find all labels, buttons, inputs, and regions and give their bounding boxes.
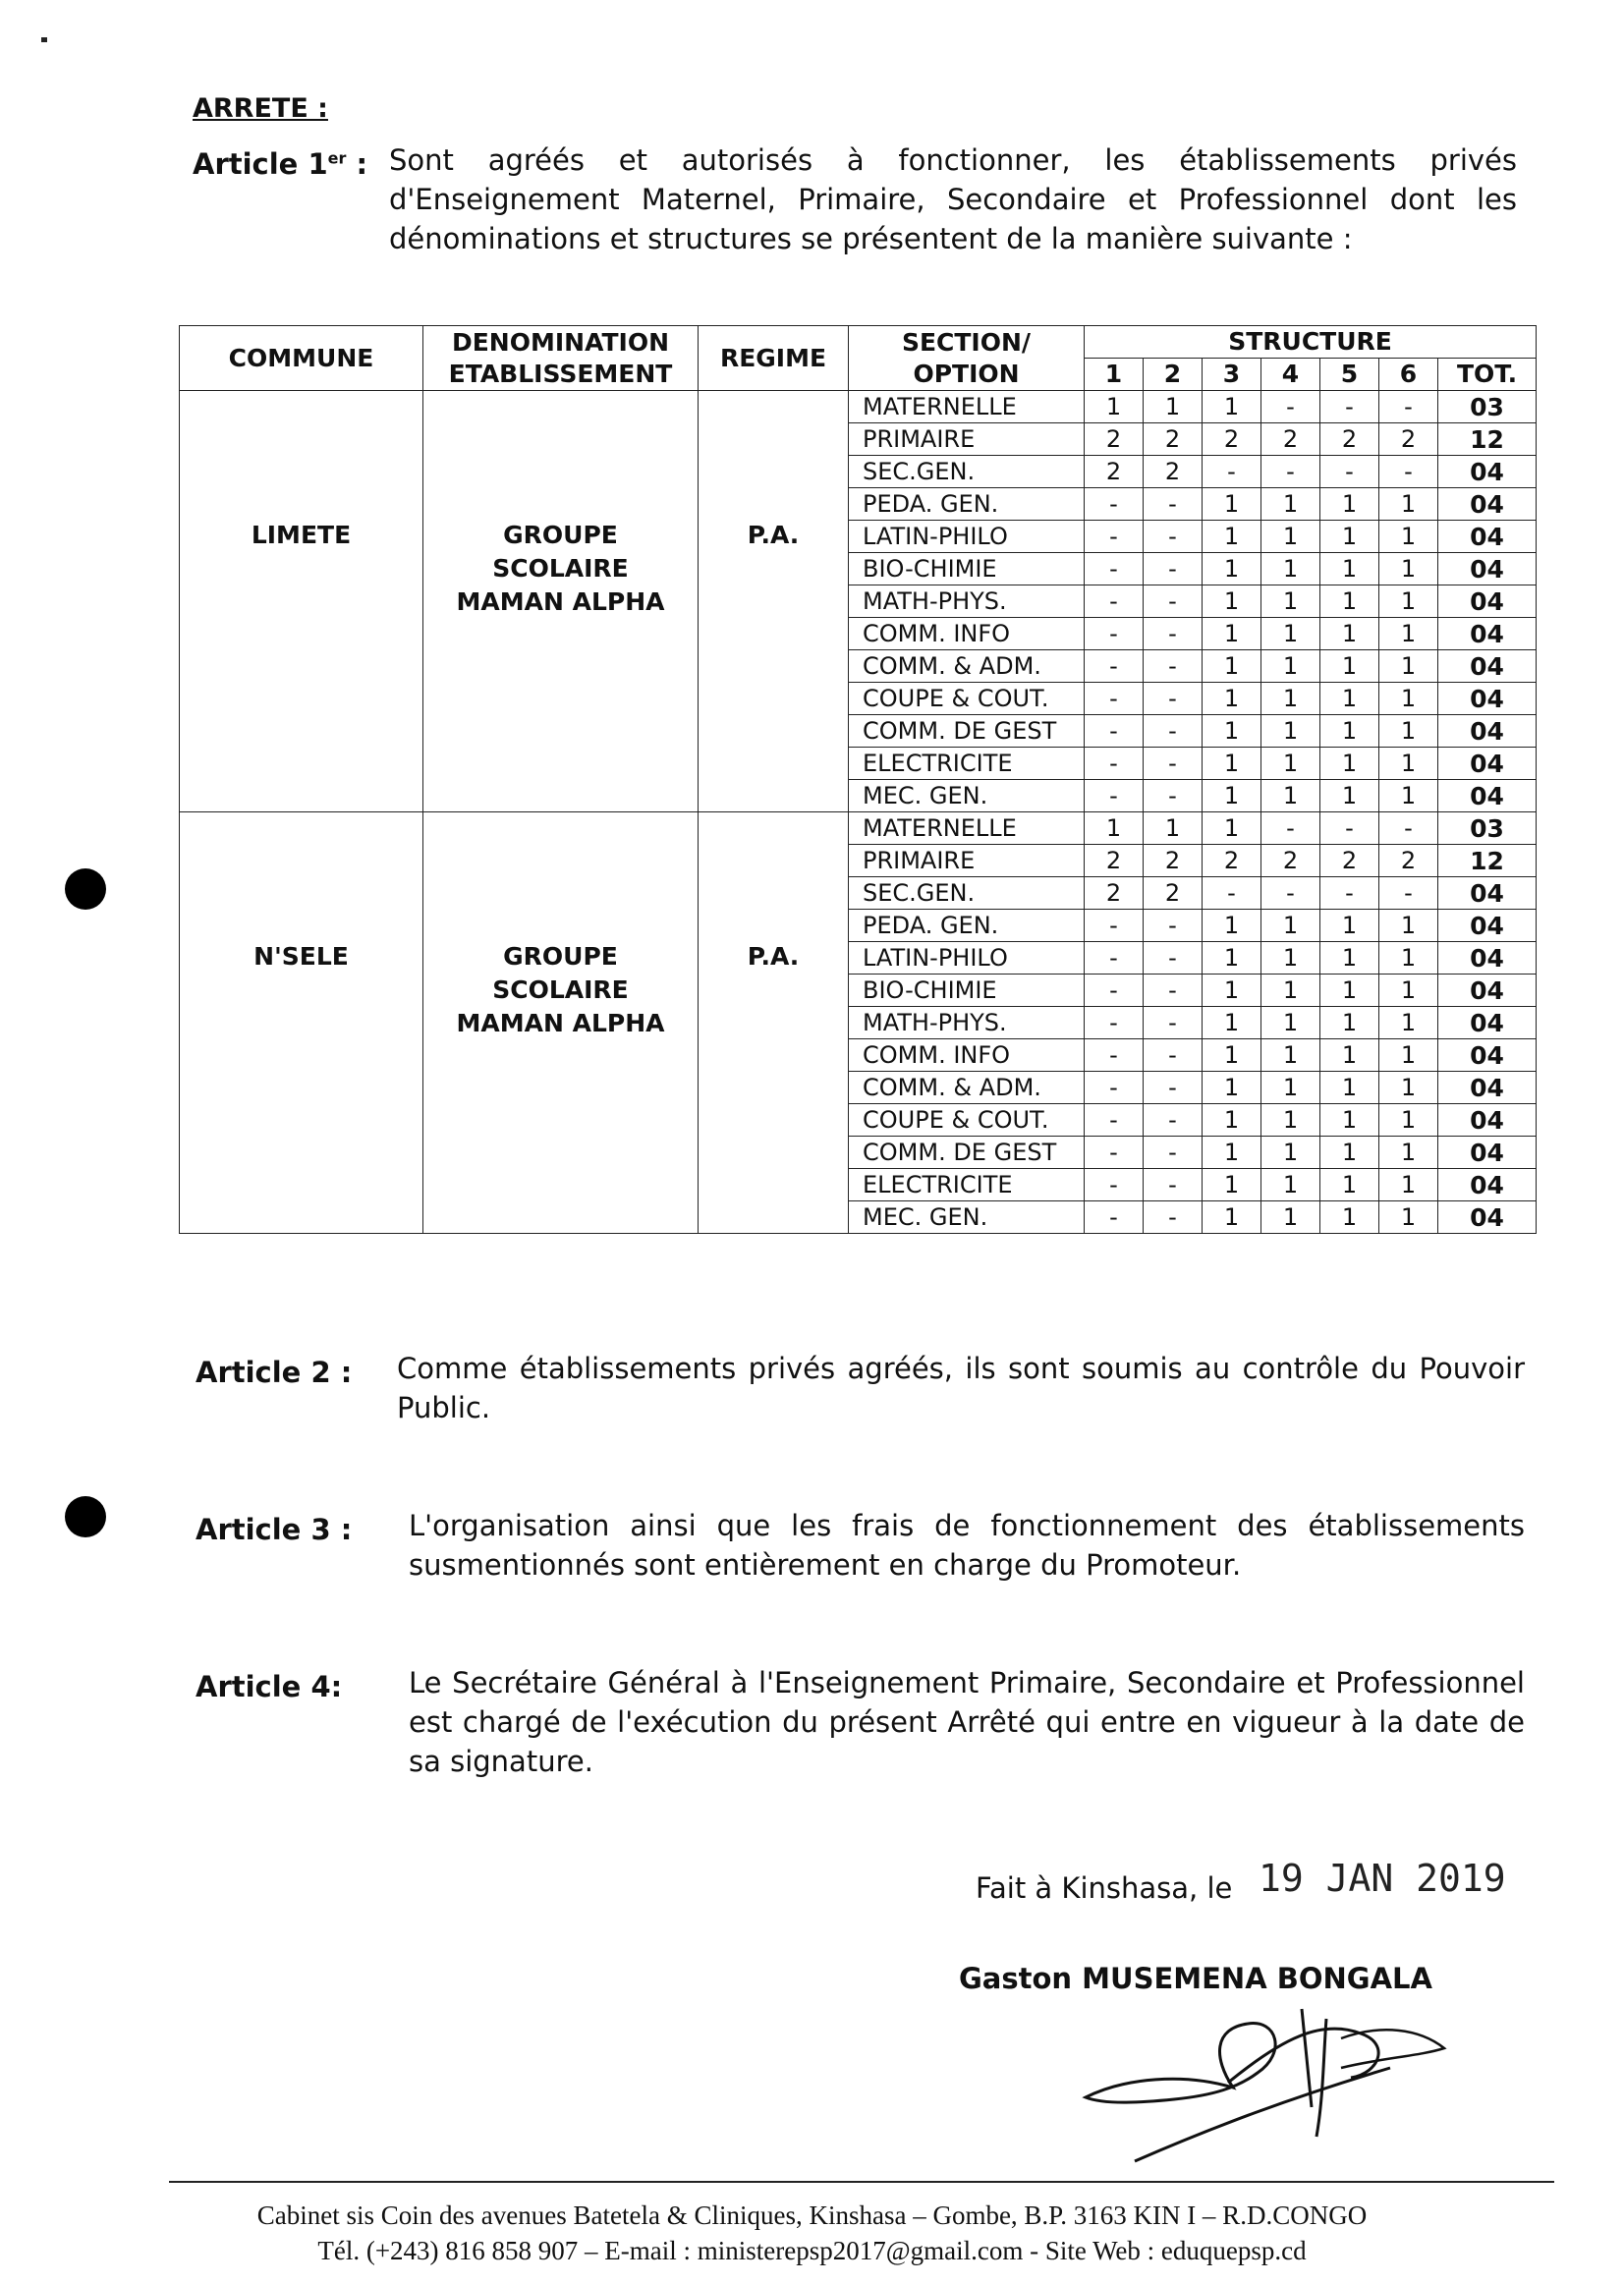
table-row xyxy=(180,391,1537,423)
year-3-cell: 1 xyxy=(1203,488,1261,521)
year-6-cell: 2 xyxy=(1379,845,1438,877)
year-2-cell: - xyxy=(1144,1007,1203,1039)
year-4-cell: 1 xyxy=(1261,683,1320,715)
year-4-cell: 1 xyxy=(1261,521,1320,553)
total-cell: 04 xyxy=(1438,488,1537,521)
commune-cell: N'SELE xyxy=(180,812,423,1234)
year-3-cell: 1 xyxy=(1203,715,1261,748)
year-2-cell: - xyxy=(1144,1201,1203,1234)
year-4-cell: - xyxy=(1261,812,1320,845)
year-2-cell: - xyxy=(1144,650,1203,683)
article-1-label-sup: er xyxy=(327,148,347,168)
section-cell: MATH-PHYS. xyxy=(849,585,1085,618)
year-1-cell: - xyxy=(1085,1201,1144,1234)
year-2-cell: - xyxy=(1144,618,1203,650)
schools-structure-table xyxy=(179,325,1537,1234)
total-cell: 04 xyxy=(1438,553,1537,585)
year-1-cell: 2 xyxy=(1085,877,1144,910)
total-cell: 04 xyxy=(1438,975,1537,1007)
year-1-cell: - xyxy=(1085,1007,1144,1039)
year-5-cell: 1 xyxy=(1320,1072,1379,1104)
year-2-cell: - xyxy=(1144,488,1203,521)
header-denomination-line2: ETABLISSEMENT xyxy=(448,359,673,388)
section-cell: COMM. & ADM. xyxy=(849,650,1085,683)
year-3-cell: 1 xyxy=(1203,1104,1261,1137)
year-3-cell: 1 xyxy=(1203,1169,1261,1201)
year-1-cell: 2 xyxy=(1085,845,1144,877)
year-3-cell: 1 xyxy=(1203,521,1261,553)
year-6-cell: 1 xyxy=(1379,780,1438,812)
section-cell: COMM. INFO xyxy=(849,1039,1085,1072)
article-1-label-colon: : xyxy=(346,147,368,181)
year-3-cell: 1 xyxy=(1203,1201,1261,1234)
denomination-cell xyxy=(423,391,699,812)
total-cell: 03 xyxy=(1438,391,1537,423)
header-year-2: 2 xyxy=(1144,359,1203,391)
total-cell: 03 xyxy=(1438,812,1537,845)
year-3-cell: - xyxy=(1203,877,1261,910)
year-1-cell: - xyxy=(1085,650,1144,683)
year-5-cell: 1 xyxy=(1320,1039,1379,1072)
year-4-cell: 1 xyxy=(1261,488,1320,521)
place-line: Fait à Kinshasa, le xyxy=(976,1871,1233,1905)
article-1-text: Sont agréés et autorisés à fonctionner, les établissements privés d'Enseignement Maternel, Primaire, Secondaire et Professionnel dont les dénominations et structures se présentent de la manière suivante : xyxy=(389,143,1517,255)
header-year-3: 3 xyxy=(1203,359,1261,391)
footer-contact: Tél. (+243) 816 858 907 – E-mail : ministerepsp2017@gmail.com - Site Web : eduquepsp.cd xyxy=(317,2236,1307,2265)
section-cell: COMM. DE GEST xyxy=(849,1137,1085,1169)
year-1-cell: - xyxy=(1085,1169,1144,1201)
year-5-cell: - xyxy=(1320,877,1379,910)
header-denomination-line1: DENOMINATION xyxy=(451,327,670,357)
year-3-cell: 1 xyxy=(1203,683,1261,715)
header-section xyxy=(849,326,1085,391)
year-5-cell: - xyxy=(1320,391,1379,423)
year-1-cell: - xyxy=(1085,910,1144,942)
year-6-cell: - xyxy=(1379,456,1438,488)
year-3-cell: 1 xyxy=(1203,553,1261,585)
year-6-cell: 1 xyxy=(1379,1137,1438,1169)
section-cell: MEC. GEN. xyxy=(849,1201,1085,1234)
year-3-cell: 1 xyxy=(1203,780,1261,812)
year-6-cell: 1 xyxy=(1379,1007,1438,1039)
year-4-cell: 1 xyxy=(1261,618,1320,650)
year-1-cell: - xyxy=(1085,715,1144,748)
section-cell: ELECTRICITE xyxy=(849,1169,1085,1201)
year-4-cell: 1 xyxy=(1261,1072,1320,1104)
year-4-cell: 1 xyxy=(1261,1137,1320,1169)
commune-cell: LIMETE xyxy=(180,391,423,812)
year-5-cell: 2 xyxy=(1320,423,1379,456)
year-6-cell: 1 xyxy=(1379,942,1438,975)
section-cell: SEC.GEN. xyxy=(849,456,1085,488)
section-cell: ELECTRICITE xyxy=(849,748,1085,780)
denomination-line: SCOLAIRE xyxy=(492,554,629,583)
article-4-text: Le Secrétaire Général à l'Enseignement Primaire, Secondaire et Professionnel est chargé de l'exécution du présent Arrêté qui entre en vigueur à la date de sa signature. xyxy=(409,1666,1525,1778)
year-2-cell: - xyxy=(1144,683,1203,715)
denomination-line: MAMAN ALPHA xyxy=(456,587,665,616)
year-2-cell: - xyxy=(1144,975,1203,1007)
table-body xyxy=(180,391,1537,1234)
denomination-line: SCOLAIRE xyxy=(492,975,629,1004)
year-5-cell: 1 xyxy=(1320,715,1379,748)
year-2-cell: 2 xyxy=(1144,845,1203,877)
year-6-cell: 1 xyxy=(1379,1201,1438,1234)
year-2-cell: - xyxy=(1144,1169,1203,1201)
year-1-cell: - xyxy=(1085,1104,1144,1137)
year-5-cell: 1 xyxy=(1320,1201,1379,1234)
total-cell: 12 xyxy=(1438,845,1537,877)
total-cell: 04 xyxy=(1438,618,1537,650)
year-3-cell: 1 xyxy=(1203,812,1261,845)
header-denomination xyxy=(423,326,699,391)
year-6-cell: 1 xyxy=(1379,553,1438,585)
year-1-cell: - xyxy=(1085,975,1144,1007)
year-4-cell: 2 xyxy=(1261,423,1320,456)
year-3-cell: 1 xyxy=(1203,650,1261,683)
article-1-label xyxy=(193,147,367,181)
year-2-cell: - xyxy=(1144,1104,1203,1137)
year-2-cell: 2 xyxy=(1144,877,1203,910)
year-1-cell: - xyxy=(1085,618,1144,650)
year-4-cell: 1 xyxy=(1261,748,1320,780)
header-commune: COMMUNE xyxy=(180,326,423,391)
total-cell: 04 xyxy=(1438,748,1537,780)
table-row xyxy=(180,812,1537,845)
year-1-cell: - xyxy=(1085,1039,1144,1072)
year-4-cell: 1 xyxy=(1261,585,1320,618)
year-1-cell: - xyxy=(1085,553,1144,585)
year-1-cell: 2 xyxy=(1085,456,1144,488)
section-cell: LATIN-PHILO xyxy=(849,942,1085,975)
section-cell: COMM. INFO xyxy=(849,618,1085,650)
year-3-cell: 1 xyxy=(1203,1137,1261,1169)
article-3-text: L'organisation ainsi que les frais de fonctionnement des établissements susmentionnés sont entièrement en charge du Promoteur. xyxy=(409,1509,1525,1582)
year-1-cell: - xyxy=(1085,1137,1144,1169)
total-cell: 04 xyxy=(1438,521,1537,553)
year-5-cell: 1 xyxy=(1320,1137,1379,1169)
year-6-cell: 1 xyxy=(1379,618,1438,650)
punch-hole-mark xyxy=(65,1496,106,1537)
year-6-cell: 1 xyxy=(1379,683,1438,715)
denomination-line: MAMAN ALPHA xyxy=(456,1009,665,1037)
header-year-6: 6 xyxy=(1379,359,1438,391)
year-4-cell: 1 xyxy=(1261,553,1320,585)
year-5-cell: 1 xyxy=(1320,748,1379,780)
year-4-cell: 1 xyxy=(1261,650,1320,683)
year-3-cell: 2 xyxy=(1203,845,1261,877)
section-cell: MATH-PHYS. xyxy=(849,1007,1085,1039)
year-5-cell: 2 xyxy=(1320,845,1379,877)
handwritten-date: 19 JAN 2019 xyxy=(1259,1857,1506,1900)
denomination-line: GROUPE xyxy=(503,521,618,549)
year-4-cell: 2 xyxy=(1261,845,1320,877)
section-cell: PRIMAIRE xyxy=(849,423,1085,456)
section-cell: MATERNELLE xyxy=(849,391,1085,423)
header-year-1: 1 xyxy=(1085,359,1144,391)
year-1-cell: 1 xyxy=(1085,391,1144,423)
signer-name: Gaston MUSEMENA BONGALA xyxy=(959,1962,1432,1995)
section-cell: BIO-CHIMIE xyxy=(849,553,1085,585)
total-cell: 04 xyxy=(1438,1039,1537,1072)
year-2-cell: - xyxy=(1144,1137,1203,1169)
year-2-cell: - xyxy=(1144,521,1203,553)
year-6-cell: 1 xyxy=(1379,910,1438,942)
year-4-cell: 1 xyxy=(1261,1104,1320,1137)
section-cell: COMM. DE GEST xyxy=(849,715,1085,748)
year-5-cell: 1 xyxy=(1320,1169,1379,1201)
year-6-cell: 1 xyxy=(1379,1072,1438,1104)
year-2-cell: - xyxy=(1144,910,1203,942)
year-5-cell: - xyxy=(1320,456,1379,488)
year-3-cell: 1 xyxy=(1203,1007,1261,1039)
year-3-cell: 1 xyxy=(1203,391,1261,423)
year-6-cell: 1 xyxy=(1379,521,1438,553)
year-1-cell: - xyxy=(1085,748,1144,780)
year-6-cell: 1 xyxy=(1379,1039,1438,1072)
handwritten-signature xyxy=(1066,1979,1479,2166)
total-cell: 04 xyxy=(1438,456,1537,488)
footer-divider xyxy=(169,2181,1554,2183)
total-cell: 04 xyxy=(1438,1137,1537,1169)
header-section-line2: OPTION xyxy=(913,359,1020,388)
year-6-cell: 1 xyxy=(1379,748,1438,780)
year-3-cell: 1 xyxy=(1203,1039,1261,1072)
year-5-cell: 1 xyxy=(1320,780,1379,812)
table-header xyxy=(180,326,1537,391)
year-5-cell: 1 xyxy=(1320,683,1379,715)
year-5-cell: - xyxy=(1320,812,1379,845)
year-2-cell: 2 xyxy=(1144,423,1203,456)
year-3-cell: 1 xyxy=(1203,975,1261,1007)
section-cell: PEDA. GEN. xyxy=(849,488,1085,521)
year-4-cell: 1 xyxy=(1261,1169,1320,1201)
section-cell: LATIN-PHILO xyxy=(849,521,1085,553)
year-1-cell: - xyxy=(1085,1072,1144,1104)
year-6-cell: - xyxy=(1379,812,1438,845)
year-3-cell: 1 xyxy=(1203,618,1261,650)
year-6-cell: 1 xyxy=(1379,585,1438,618)
year-6-cell: 1 xyxy=(1379,1169,1438,1201)
header-year-5: 5 xyxy=(1320,359,1379,391)
year-4-cell: 1 xyxy=(1261,910,1320,942)
year-4-cell: 1 xyxy=(1261,715,1320,748)
year-1-cell: - xyxy=(1085,942,1144,975)
year-2-cell: - xyxy=(1144,780,1203,812)
article-2-text: Comme établissements privés agréés, ils sont soumis au contrôle du Pouvoir Public. xyxy=(397,1352,1525,1424)
year-1-cell: - xyxy=(1085,780,1144,812)
year-3-cell: 1 xyxy=(1203,910,1261,942)
section-cell: PEDA. GEN. xyxy=(849,910,1085,942)
year-5-cell: 1 xyxy=(1320,553,1379,585)
year-4-cell: 1 xyxy=(1261,1039,1320,1072)
section-cell: PRIMAIRE xyxy=(849,845,1085,877)
regime-cell: P.A. xyxy=(699,391,849,812)
section-cell: SEC.GEN. xyxy=(849,877,1085,910)
year-2-cell: - xyxy=(1144,942,1203,975)
year-5-cell: 1 xyxy=(1320,521,1379,553)
header-year-4: 4 xyxy=(1261,359,1320,391)
year-4-cell: - xyxy=(1261,877,1320,910)
section-cell: COUPE & COUT. xyxy=(849,1104,1085,1137)
section-cell: COMM. & ADM. xyxy=(849,1072,1085,1104)
year-1-cell: - xyxy=(1085,585,1144,618)
year-4-cell: 1 xyxy=(1261,942,1320,975)
total-cell: 04 xyxy=(1438,1007,1537,1039)
year-5-cell: 1 xyxy=(1320,910,1379,942)
article-1-label-main: Article 1 xyxy=(193,147,328,181)
year-3-cell: 1 xyxy=(1203,748,1261,780)
year-5-cell: 1 xyxy=(1320,942,1379,975)
total-cell: 04 xyxy=(1438,877,1537,910)
year-2-cell: - xyxy=(1144,553,1203,585)
total-cell: 04 xyxy=(1438,683,1537,715)
year-1-cell: 2 xyxy=(1085,423,1144,456)
year-2-cell: 1 xyxy=(1144,812,1203,845)
total-cell: 04 xyxy=(1438,1072,1537,1104)
section-cell: MATERNELLE xyxy=(849,812,1085,845)
year-4-cell: 1 xyxy=(1261,1007,1320,1039)
year-1-cell: 1 xyxy=(1085,812,1144,845)
scan-mark xyxy=(41,37,47,42)
year-6-cell: 2 xyxy=(1379,423,1438,456)
year-6-cell: - xyxy=(1379,877,1438,910)
year-3-cell: 1 xyxy=(1203,1072,1261,1104)
article-3-label: Article 3 : xyxy=(196,1513,353,1546)
year-4-cell: 1 xyxy=(1261,1201,1320,1234)
year-6-cell: 1 xyxy=(1379,1104,1438,1137)
year-6-cell: 1 xyxy=(1379,715,1438,748)
year-5-cell: 1 xyxy=(1320,650,1379,683)
year-5-cell: 1 xyxy=(1320,975,1379,1007)
year-2-cell: - xyxy=(1144,715,1203,748)
section-cell: MEC. GEN. xyxy=(849,780,1085,812)
year-2-cell: - xyxy=(1144,748,1203,780)
header-regime: REGIME xyxy=(699,326,849,391)
year-4-cell: 1 xyxy=(1261,780,1320,812)
total-cell: 04 xyxy=(1438,1201,1537,1234)
year-6-cell: - xyxy=(1379,391,1438,423)
header-section-line1: SECTION/ xyxy=(901,327,1032,357)
total-cell: 04 xyxy=(1438,585,1537,618)
year-1-cell: - xyxy=(1085,683,1144,715)
year-1-cell: - xyxy=(1085,521,1144,553)
denomination-cell xyxy=(423,812,699,1234)
year-2-cell: - xyxy=(1144,1039,1203,1072)
year-5-cell: 1 xyxy=(1320,585,1379,618)
total-cell: 04 xyxy=(1438,715,1537,748)
section-cell: COUPE & COUT. xyxy=(849,683,1085,715)
total-cell: 04 xyxy=(1438,910,1537,942)
footer-address: Cabinet sis Coin des avenues Batetela & Cliniques, Kinshasa – Gombe, B.P. 3163 KIN I – R.D.CONGO xyxy=(256,2200,1368,2230)
article-2-label: Article 2 : xyxy=(196,1356,353,1389)
year-4-cell: 1 xyxy=(1261,975,1320,1007)
total-cell: 04 xyxy=(1438,650,1537,683)
total-cell: 04 xyxy=(1438,1169,1537,1201)
header-total: TOT. xyxy=(1438,359,1537,391)
decree-heading: ARRETE : xyxy=(193,93,328,124)
year-2-cell: - xyxy=(1144,585,1203,618)
section-cell: BIO-CHIMIE xyxy=(849,975,1085,1007)
year-5-cell: 1 xyxy=(1320,488,1379,521)
year-4-cell: - xyxy=(1261,391,1320,423)
year-1-cell: - xyxy=(1085,488,1144,521)
year-6-cell: 1 xyxy=(1379,650,1438,683)
year-5-cell: 1 xyxy=(1320,618,1379,650)
header-structure: STRUCTURE xyxy=(1085,326,1537,359)
total-cell: 04 xyxy=(1438,780,1537,812)
total-cell: 04 xyxy=(1438,942,1537,975)
article-4-label: Article 4: xyxy=(196,1670,343,1703)
year-6-cell: 1 xyxy=(1379,488,1438,521)
total-cell: 12 xyxy=(1438,423,1537,456)
denomination-line: GROUPE xyxy=(503,942,618,971)
year-2-cell: 2 xyxy=(1144,456,1203,488)
year-2-cell: 1 xyxy=(1144,391,1203,423)
punch-hole-mark xyxy=(65,868,106,910)
year-2-cell: - xyxy=(1144,1072,1203,1104)
year-3-cell: 1 xyxy=(1203,585,1261,618)
total-cell: 04 xyxy=(1438,1104,1537,1137)
year-3-cell: 2 xyxy=(1203,423,1261,456)
year-4-cell: - xyxy=(1261,456,1320,488)
year-3-cell: 1 xyxy=(1203,942,1261,975)
year-6-cell: 1 xyxy=(1379,975,1438,1007)
regime-cell: P.A. xyxy=(699,812,849,1234)
year-5-cell: 1 xyxy=(1320,1007,1379,1039)
year-3-cell: - xyxy=(1203,456,1261,488)
year-5-cell: 1 xyxy=(1320,1104,1379,1137)
